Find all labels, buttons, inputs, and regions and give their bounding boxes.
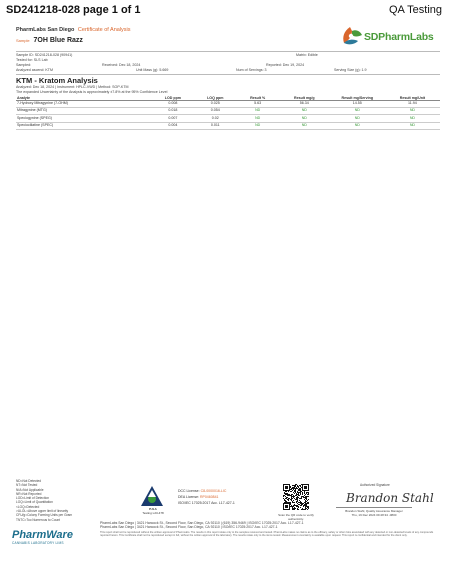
result-cell: ND bbox=[385, 108, 440, 115]
result-cell: ND bbox=[279, 115, 330, 122]
result-cell: ND bbox=[236, 108, 278, 115]
lod-cell: 0.004 bbox=[152, 122, 194, 129]
signed-date: Thu, 19 Dec 2024 09:48:34 -0800 bbox=[351, 512, 397, 517]
signature-line bbox=[336, 507, 412, 508]
result-cell: ND bbox=[385, 115, 440, 122]
sample-name: 7OH Blue Razz bbox=[33, 37, 83, 44]
document-id: SD241218-028 page 1 of 1 bbox=[6, 4, 141, 16]
result-cell: 14.55 bbox=[330, 101, 385, 108]
loq-cell: 0.025 bbox=[194, 101, 236, 108]
uncertainty-note: The expanded Uncertainty of the Analysis is approximately ±7.8% at the 95% Confidence Level bbox=[16, 89, 168, 94]
result-cell: ND bbox=[236, 122, 278, 129]
result-cell: ND bbox=[236, 115, 278, 122]
pharmware-tagline: CANNABIS LABORATORY LIMS bbox=[12, 541, 64, 545]
signer-title: Brandon Stahl, Quality Assurance Manager bbox=[345, 509, 403, 513]
signature: Brandon Stahl bbox=[346, 491, 434, 505]
result-cell: ND bbox=[330, 122, 385, 129]
qa-testing-label: QA Testing bbox=[389, 4, 442, 16]
matrix: Matrix: Edible bbox=[296, 53, 318, 57]
sampled: Sampled: bbox=[16, 63, 32, 67]
pjla-cert: Testing L23-478 bbox=[142, 510, 164, 515]
section-title: KTM - Kratom Analysis bbox=[16, 76, 98, 85]
lab-name-text: PharmLabs San Diego bbox=[16, 27, 75, 33]
col-result-mgg: Result mg/g bbox=[279, 95, 330, 101]
loq-cell: 0.02 bbox=[194, 115, 236, 122]
dea-license: RP0460841 bbox=[200, 495, 219, 499]
footnote: NT=Not Tested bbox=[16, 483, 38, 488]
footnote: N/A=Not Applicable bbox=[16, 487, 44, 492]
lab-name bbox=[16, 27, 131, 33]
result-cell: ND bbox=[330, 115, 385, 122]
leaf-icon bbox=[343, 27, 362, 44]
iso-accreditation: ISO/IEC 17025:2017 Acc. L17-427-1 bbox=[178, 501, 235, 505]
sample-label: Sample bbox=[16, 38, 30, 43]
analyte-cell: Mitragynine (MTG) bbox=[16, 108, 152, 115]
result-cell: 11.94 bbox=[385, 101, 440, 108]
col-analyte: Analyte bbox=[16, 95, 152, 101]
lod-cell: 0.008 bbox=[152, 101, 194, 108]
lab-address: PharmLabs San Diego | 3421 Hancock St., Second Floor, San Diego, CA 92110 | (619) 356-9469 | ISO/IEC 17025:2017 Acc. L17-427-1 bbox=[100, 521, 304, 525]
result-cell: ND bbox=[385, 122, 440, 129]
analyte-cell: Speciogynine (SPEG) bbox=[16, 115, 152, 122]
result-cell: ND bbox=[279, 122, 330, 129]
disclaimer: This report shall not be reproduced without the written approval of PharmLabs. The results in this report relate only to the samples received and tested. PharmLabs makes no claims as to the efficacy, safety or other risks associated with any detected or non-detected levels of any compounds reported herein. This Certificate shall not be reproduced except in full, without the written approval of the laboratory. The results relate only to the items tested. Measurement uncertainty is available upon request. This report is confidential and intended for the client only. bbox=[100, 531, 434, 538]
result-cell: 56.34 bbox=[279, 101, 330, 108]
lod-cell: 0.018 bbox=[152, 108, 194, 115]
signature-label: Authorized Signature bbox=[360, 483, 390, 487]
pjla-org: PJLA bbox=[149, 507, 157, 511]
tested-for: Tested for: SLS Lab bbox=[16, 58, 48, 62]
table-row bbox=[16, 122, 440, 129]
pjla-accreditation-icon bbox=[140, 485, 164, 507]
col-loq: LOQ ppm bbox=[194, 95, 236, 101]
num-servings: Num of Servings: 3 bbox=[236, 68, 267, 72]
signer-info bbox=[336, 510, 412, 517]
footnote: LOQ=Limit of Quantitation bbox=[16, 500, 53, 505]
analyte-cell: 7-Hydroxy Mitragynine (7-OHM) bbox=[16, 101, 152, 108]
loq-cell: 0.011 bbox=[194, 122, 236, 129]
footnote: TNTC=Too Numerous to Count bbox=[16, 517, 61, 522]
footnote: ND=Not Detected bbox=[16, 479, 42, 483]
qr-caption: Scan the QR code to verify authenticity. bbox=[278, 513, 314, 521]
table-row bbox=[16, 108, 440, 115]
col-lod: LOD ppm bbox=[152, 95, 194, 101]
sample-id: Sample ID: SD241218-028 (90941) bbox=[16, 53, 73, 57]
divider bbox=[16, 51, 440, 52]
lab-address-secondary: PharmLabs San Diego | 3421 Hancock St., Second Floor, San Diego, CA 92110 | ISO/IEC 17025:2017 Acc. L17-427-1 bbox=[100, 525, 278, 529]
footnote: <LOQ=Detected bbox=[16, 504, 40, 509]
footnotes bbox=[16, 479, 96, 522]
sample-title bbox=[16, 37, 83, 44]
serving-size: Serving Size (g): 1.9 bbox=[334, 68, 367, 72]
lab-subtitle: Certificate of Analysis bbox=[77, 27, 131, 33]
col-result-mgserving: Result mg/Serving bbox=[330, 95, 385, 101]
logo-text: SDPharmLabs bbox=[364, 31, 434, 43]
qr-code-icon[interactable] bbox=[283, 484, 309, 510]
license-block bbox=[178, 488, 235, 506]
result-cell: 5.63 bbox=[236, 101, 278, 108]
analysis-meta: Analyzed: Dec 18, 2024 | Instrument: HPLC-VWD | Method: SOP-KTM bbox=[16, 85, 129, 89]
footnote: NR=Not Reported bbox=[16, 491, 42, 496]
footnote: CFU/g=Colony Forming Units per Gram bbox=[16, 513, 73, 518]
footnote: LOD=Limit of Detection bbox=[16, 496, 50, 501]
pjla-text bbox=[140, 508, 166, 515]
col-result-mgunit: Result mg/Unit bbox=[385, 95, 440, 101]
received: Received: Dec 18, 2024 bbox=[102, 63, 141, 67]
dcc-label: DCC License: bbox=[178, 489, 200, 493]
footnote: >ULOL=Above upper limit of linearity bbox=[16, 509, 69, 514]
results-table bbox=[16, 95, 440, 130]
analyzed-label: Analyzed ascend: KTM bbox=[16, 68, 53, 72]
loq-cell: 0.054 bbox=[194, 108, 236, 115]
analyte-cell: Speciociliatine (SPEC) bbox=[16, 122, 152, 129]
lod-cell: 0.007 bbox=[152, 115, 194, 122]
result-cell: ND bbox=[279, 108, 330, 115]
reported: Reported: Dec 19, 2024 bbox=[266, 63, 305, 67]
col-result-pct: Result % bbox=[236, 95, 278, 101]
pharmware-logo: PharmWare bbox=[12, 529, 73, 541]
table-row bbox=[16, 115, 440, 122]
dea-label: DEA License: bbox=[178, 495, 200, 499]
dcc-license: C8-0000016-LIC bbox=[200, 489, 227, 493]
unit-mass: Unit Mass (g): 5.669 bbox=[136, 68, 169, 72]
table-row bbox=[16, 101, 440, 108]
divider bbox=[16, 74, 440, 75]
result-cell: ND bbox=[330, 108, 385, 115]
